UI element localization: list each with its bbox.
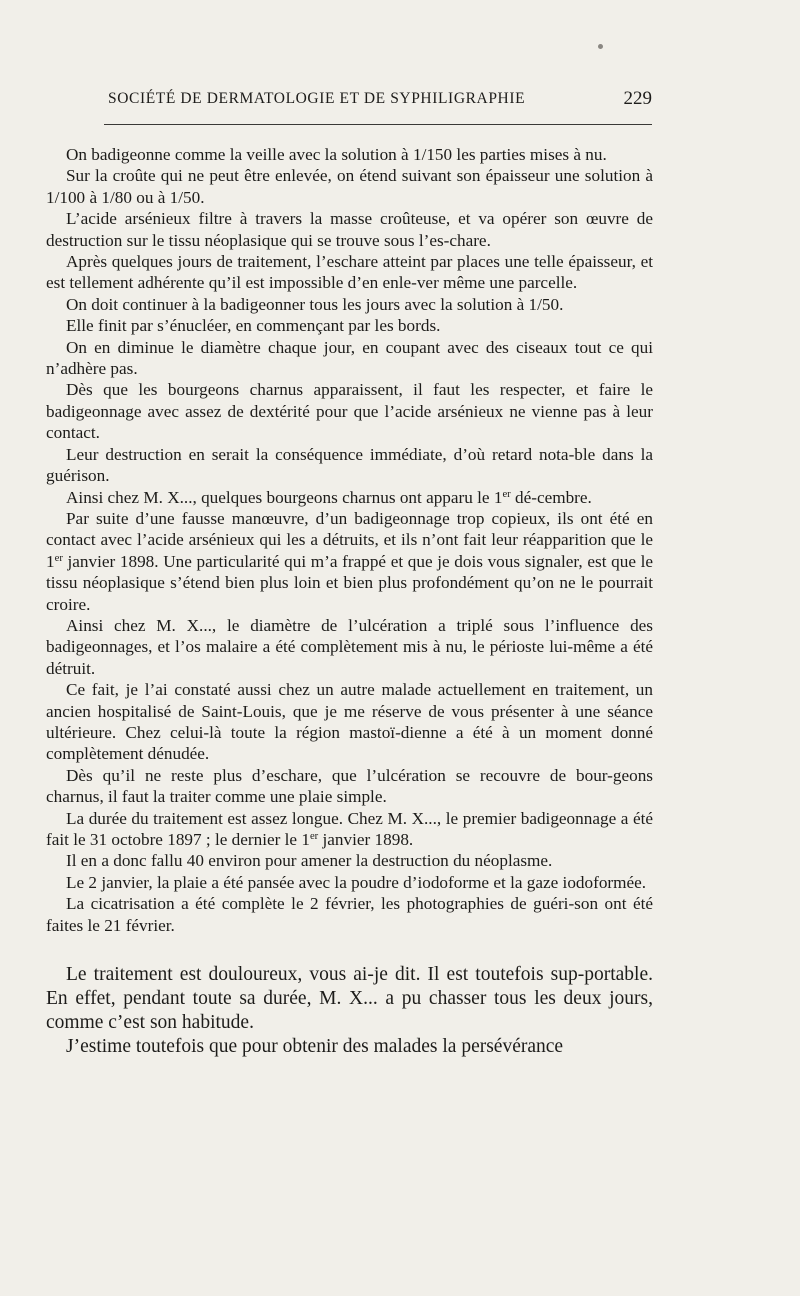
superscript: er bbox=[502, 488, 511, 500]
text-run: La durée du traitement est assez longue. Chez M. X..., le premier badigeonnage a été fait le 31 octobre 1897 ; le dernier le 1 bbox=[46, 808, 653, 849]
page-number: 229 bbox=[623, 88, 652, 109]
paragraph: On badigeonne comme la veille avec la solution à 1/150 les parties mises à nu. bbox=[66, 145, 607, 164]
text-run: dé-cembre. bbox=[510, 487, 592, 507]
paragraph: La cicatrisation a été complète le 2 février, les photographies de guéri-son ont été faites le 21 février. bbox=[46, 894, 653, 935]
running-title: SOCIÉTÉ DE DERMATOLOGIE ET DE SYPHILIGRAPHIE bbox=[108, 90, 526, 107]
body-text bbox=[46, 144, 653, 1059]
paragraph: Ce fait, je l’ai constaté aussi chez un autre malade actuellement en traitement, un ancien hospitalisé de Saint-Louis, que je me réserve de vous présenter à une séance ultérieure. Chez celui-là toute la région mastoï-dienne a été à un moment donné complètement dénudée. bbox=[46, 680, 653, 764]
paragraph: Sur la croûte qui ne peut être enlevée, on étend suivant son épaisseur une solution à 1/100 à 1/80 ou à 1/50. bbox=[46, 166, 653, 207]
paragraph: Après quelques jours de traitement, l’eschare atteint par places une telle épaisseur, et est tellement adhérente qu’il est impossible d’en enle-ver même une parcelle. bbox=[46, 252, 653, 293]
text-run: janvier 1898. bbox=[318, 830, 414, 849]
paragraph: Le 2 janvier, la plaie a été pansée avec la poudre d’iodoforme et la gaze iodoformée. bbox=[66, 872, 647, 892]
text-run: Par suite d’une fausse manœuvre, d’un badigeonnage trop copieux, ils ont été en contact avec l’acide arsénieux qui les a détruits, et ils n’ont fait leur réapparition que le 1 bbox=[46, 508, 653, 571]
paragraph bbox=[46, 487, 653, 508]
paragraph: Dès qu’il ne reste plus d’eschare, que l’ulcération se recouvre de bour-geons charnus, il faut la traiter comme une plaie simple. bbox=[46, 765, 653, 807]
superscript: er bbox=[54, 552, 63, 564]
paragraph: Ainsi chez M. X..., le diamètre de l’ulcération a triplé sous l’influence des badigeonnages, et l’os malaire a été complètement mis à nu, le périoste lui-même a été détruit. bbox=[46, 615, 653, 678]
paragraph: On en diminue le diamètre chaque jour, en coupant avec des ciseaux tout ce qui n’adhère pas. bbox=[46, 337, 653, 379]
paragraph: Leur destruction en serait la conséquence immédiate, d’où retard nota-ble dans la guérison. bbox=[46, 444, 653, 486]
ink-speck bbox=[598, 44, 603, 49]
paragraph: L’acide arsénieux filtre à travers la masse croûteuse, et va opérer son œuvre de destruction sur le tissu néoplasique qui se trouve sous l’es-chare. bbox=[46, 209, 653, 250]
running-header bbox=[108, 90, 652, 118]
paragraph-large: Le traitement est douloureux, vous ai-je dit. Il est toutefois sup-portable. En effet, pendant toute sa durée, M. X... a pu chasser tous les deux jours, comme c’est son habitude. bbox=[46, 964, 653, 1034]
paragraph: On doit continuer à la badigeonner tous les jours avec la solution à 1/50. bbox=[66, 294, 564, 314]
header-rule bbox=[104, 124, 652, 125]
paragraph: Dès que les bourgeons charnus apparaissent, il faut les respecter, et faire le badigeonnage avec assez de dextérité pour que l’acide arsénieux ne vienne pas à leur contact. bbox=[46, 380, 653, 443]
text-run: Ainsi chez M. X..., quelques bourgeons charnus ont apparu le 1 bbox=[66, 487, 503, 507]
paragraph-large: J’estime toutefois que pour obtenir des malades la persévérance bbox=[66, 1036, 564, 1058]
text-run: janvier 1898. Une particularité qui m’a frappé et que je dois vous signaler, est que le tissu néoplasique s’étend bien plus loin et bien plus profondément qu’on ne le pourrait croire. bbox=[46, 551, 653, 614]
paragraph: Elle finit par s’énucléer, en commençant par les bords. bbox=[66, 316, 441, 336]
superscript: er bbox=[309, 831, 319, 843]
paragraph: Il en a donc fallu 40 environ pour amener la destruction du néoplasme. bbox=[66, 851, 553, 871]
paragraph bbox=[46, 808, 653, 851]
paragraph bbox=[46, 508, 653, 615]
